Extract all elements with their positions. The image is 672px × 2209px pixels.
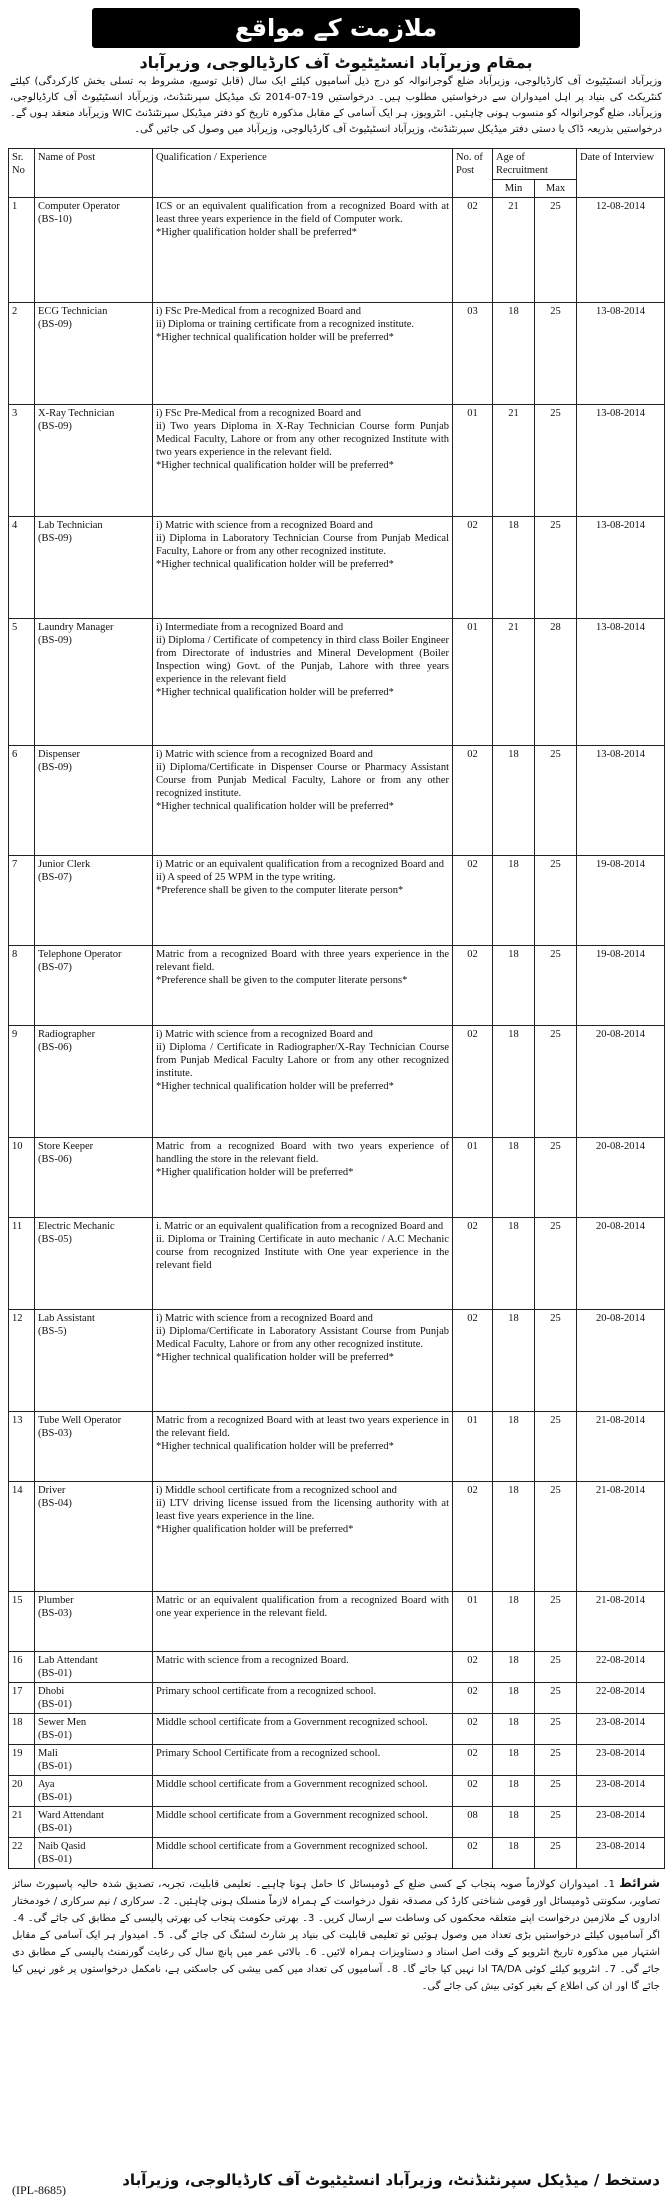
interview-date-cell: 22-08-2014	[577, 1683, 665, 1714]
post-name: Electric Mechanic	[38, 1221, 115, 1232]
age-max-cell: 25	[535, 1412, 577, 1482]
pay-scale: (BS-06)	[38, 1042, 72, 1053]
header-age-of-recruitment: Age of Recruitment	[493, 149, 577, 180]
pay-scale: (BS-03)	[38, 1608, 72, 1619]
qualification-line: *Higher technical qualification holder will be preferred*	[156, 1441, 394, 1452]
age-max-cell: 25	[535, 1714, 577, 1745]
qualification-line: *Preference shall be given to the computer literate persons*	[156, 975, 408, 986]
post-name: Mali	[38, 1748, 58, 1759]
no-of-post-cell: 08	[453, 1807, 493, 1838]
no-of-post-cell: 02	[453, 1714, 493, 1745]
age-max-cell: 25	[535, 1745, 577, 1776]
table-row	[9, 1838, 665, 1869]
no-of-post-cell: 01	[453, 405, 493, 517]
sr-no-cell: 2	[9, 303, 35, 405]
table-row	[9, 1412, 665, 1482]
qualification-line: Middle school certificate from a Government recognized school.	[156, 1779, 428, 1790]
qualification-line: ICS or an equivalent qualification from a recognized Board with at least three years experience in the field of Computer work.	[156, 201, 449, 225]
age-max-cell: 25	[535, 303, 577, 405]
age-min-cell: 18	[493, 1745, 535, 1776]
interview-date-cell: 21-08-2014	[577, 1592, 665, 1652]
qualification-cell	[153, 517, 453, 619]
table-row	[9, 1745, 665, 1776]
age-min-cell: 21	[493, 198, 535, 303]
age-max-cell: 25	[535, 1310, 577, 1412]
sr-no-cell: 6	[9, 746, 35, 856]
qualification-cell	[153, 1310, 453, 1412]
header-qualification: Qualification / Experience	[153, 149, 453, 198]
post-name: Store Keeper	[38, 1141, 94, 1152]
job-rows	[9, 198, 665, 1869]
post-name: Aya	[38, 1779, 55, 1790]
post-name: Junior Clerk	[38, 859, 91, 870]
interview-date-cell: 23-08-2014	[577, 1776, 665, 1807]
qualification-line: *Higher technical qualification holder will be preferred*	[156, 687, 394, 698]
qualification-cell	[153, 619, 453, 746]
age-max-cell: 25	[535, 198, 577, 303]
title-banner: ملازمت کے مواقع	[92, 8, 580, 48]
qualification-line: Matric from a recognized Board with two years experience of handling the store in the relevant field.	[156, 1141, 449, 1165]
age-min-cell: 18	[493, 1714, 535, 1745]
qualification-line: ii) LTV driving license issued from the licensing authority with at least five years experience in the line.	[156, 1498, 449, 1522]
post-name: X-Ray Technician	[38, 408, 115, 419]
qualification-line: i) Matric with science from a recognized Board and	[156, 1029, 373, 1040]
qualification-cell	[153, 1776, 453, 1807]
qualification-line: i. Matric or an equivalent qualification from a recognized Board and	[156, 1221, 444, 1232]
pay-scale: (BS-09)	[38, 762, 72, 773]
conditions-text: 1۔ امیدواران کولازماً صوبہ پنجاب کے کسی ضلع کے ڈومیسائل کا حامل ہونا چاہیے۔ تعلیمی قابلیت، تجربہ، تصدیق شدہ حالیہ پاسپورٹ سائز تصاویر، سکونتی ڈومیسائل اور قومی شناختی کارڈ کی مصدقہ نقول درخواست کے ہمراہ لازماً منسلک ہونی چاہئیں۔ 2۔ سرکاری / نیم سرکاری / خودمختار اداروں کے ملازمین درخواست اپنے متعلقہ محکموں کی وساطت سے ارسال کریں۔ 3۔ بھرتی حکومت پنجاب کی بھرتی پالیسی کے مطابق کی جائے گی۔ 4۔ اگر آسامیوں کیلئے درخواستیں بڑی تعداد میں وصول ہوئیں تو تعلیمی قابلیت کی بنیاد پر شارٹ لسٹنگ کی جائے گی۔ 5۔ امیدوار ہر ایک آسامی کے مقابل اشتہار میں مذکورہ تاریخ انٹرویو کے وقت اصل اسناد و دستاویزات ہمراہ لائیں۔ 6۔ بالائی عمر میں پانچ سال کی رعایت گورنمنٹ پالیسی کے مطابق دی جائے گی۔ 7۔ انٹرویو کیلئے کوئی TA/DA ادا نہیں کیا جائے گا۔ 8۔ آسامیوں کی تعداد میں کمی بیشی کی جاسکتی ہے، نامکمل درخواستوں پر غور نہیں کیا جائے گا اور ان کی اطلاع کے بغیر کوئی بیش کی جائے گی۔	[12, 1879, 660, 1991]
post-name-cell	[35, 1807, 153, 1838]
post-name-cell	[35, 1412, 153, 1482]
age-min-cell: 18	[493, 1482, 535, 1592]
qualification-line: i) Matric or an equivalent qualification from a recognized Board and	[156, 859, 445, 870]
qualification-line: i) Middle school certificate from a recognized school and	[156, 1485, 397, 1496]
qualification-line: *Higher qualification holder shall be preferred*	[156, 227, 357, 238]
age-min-cell: 18	[493, 746, 535, 856]
age-max-cell: 25	[535, 1482, 577, 1592]
qualification-line: i) FSc Pre-Medical from a recognized Board and	[156, 408, 361, 419]
qualification-line: *Preference shall be given to the computer literate person*	[156, 885, 404, 896]
age-min-cell: 18	[493, 856, 535, 946]
interview-date-cell: 21-08-2014	[577, 1482, 665, 1592]
qualification-cell	[153, 856, 453, 946]
pay-scale: (BS-01)	[38, 1854, 72, 1865]
qualification-line: Primary School Certificate from a recognized school.	[156, 1748, 381, 1759]
qualification-cell	[153, 1218, 453, 1310]
table-row	[9, 1138, 665, 1218]
sr-no-cell: 5	[9, 619, 35, 746]
post-name-cell	[35, 1026, 153, 1138]
interview-date-cell: 23-08-2014	[577, 1745, 665, 1776]
qualification-line: *Higher technical qualification holder will be preferred*	[156, 1352, 394, 1363]
no-of-post-cell: 02	[453, 946, 493, 1026]
interview-date-cell: 12-08-2014	[577, 198, 665, 303]
sr-no-cell: 8	[9, 946, 35, 1026]
interview-date-cell: 13-08-2014	[577, 405, 665, 517]
qualification-cell	[153, 405, 453, 517]
table-row	[9, 856, 665, 946]
pay-scale: (BS-05)	[38, 1234, 72, 1245]
interview-date-cell: 20-08-2014	[577, 1310, 665, 1412]
sr-no-cell: 22	[9, 1838, 35, 1869]
pay-scale: (BS-01)	[38, 1730, 72, 1741]
conditions-label: شرائط	[619, 1876, 660, 1890]
qualification-cell	[153, 1592, 453, 1652]
table-row	[9, 1807, 665, 1838]
age-max-cell: 28	[535, 619, 577, 746]
post-name-cell	[35, 1482, 153, 1592]
age-min-cell: 18	[493, 1652, 535, 1683]
qualification-cell	[153, 1652, 453, 1683]
post-name-cell	[35, 1138, 153, 1218]
header-date-of-interview: Date of Interview	[577, 149, 665, 198]
table-row	[9, 1652, 665, 1683]
header-sr-no: Sr. No	[9, 149, 35, 198]
no-of-post-cell: 02	[453, 1482, 493, 1592]
qualification-cell	[153, 1482, 453, 1592]
age-max-cell: 25	[535, 517, 577, 619]
no-of-post-cell: 01	[453, 1592, 493, 1652]
no-of-post-cell: 02	[453, 1838, 493, 1869]
interview-date-cell: 13-08-2014	[577, 517, 665, 619]
sr-no-cell: 13	[9, 1412, 35, 1482]
qualification-line: *Higher technical qualification holder will be preferred*	[156, 801, 394, 812]
table-row	[9, 1776, 665, 1807]
post-name: ECG Technician	[38, 306, 108, 317]
intro-paragraph: وزیرآباد انسٹیٹیوٹ آف کارڈیالوجی، وزیرآباد ضلع گوجرانوالہ کو درج ذیل آسامیوں کیلئے ایک سال (قابل توسیع، مشروط بہ تسلی بخش کارکردگی) کیلئے کنٹریکٹ کی بنیاد پر اہل امیدواران سے درخواستیں مطلوب ہیں۔ درخواستیں 19-07-2014 تک میڈیکل سپرنٹنڈنٹ، وزیرآباد انسٹیٹیوٹ آف کارڈیالوجی، وزیرآباد، ضلع گوجرانوالہ کو منسوب ہونی چاہئیں۔ انٹرویوز، ہر ایک آسامی کے مقابل مذکورہ تاریخ کو دفتر میڈیکل سپرنٹنڈنٹ WIC وزیرآباد منعقد ہوں گے۔ درخواستیں بذریعہ ڈاک یا دستی دفتر میڈیکل سپرنٹنڈنٹ، وزیرآباد انسٹیٹیوٹ آف کارڈیالوجی، وزیرآباد میں وصول کی جائیں گی۔	[10, 76, 662, 135]
no-of-post-cell: 02	[453, 1745, 493, 1776]
qualification-line: ii) Two years Diploma in X-Ray Technician Course form Punjab Medical Faculty, Lahore or from any other recognized Institute with two years experience in the relevant field.	[156, 421, 449, 458]
interview-date-cell: 20-08-2014	[577, 1138, 665, 1218]
qualification-line: i) FSc Pre-Medical from a recognized Board and	[156, 306, 361, 317]
age-max-cell: 25	[535, 1807, 577, 1838]
header-min: Min	[493, 180, 535, 198]
interview-date-cell: 13-08-2014	[577, 746, 665, 856]
no-of-post-cell: 01	[453, 1412, 493, 1482]
post-name-cell	[35, 517, 153, 619]
table-row	[9, 1714, 665, 1745]
sr-no-cell: 11	[9, 1218, 35, 1310]
no-of-post-cell: 02	[453, 1683, 493, 1714]
sr-no-cell: 7	[9, 856, 35, 946]
age-min-cell: 18	[493, 1138, 535, 1218]
qualification-cell	[153, 1026, 453, 1138]
qualification-line: *Higher qualification holder will be preferred*	[156, 1167, 354, 1178]
sr-no-cell: 21	[9, 1807, 35, 1838]
age-max-cell: 25	[535, 1838, 577, 1869]
qualification-line: i) Intermediate from a recognized Board and	[156, 622, 344, 633]
age-min-cell: 18	[493, 1838, 535, 1869]
age-max-cell: 25	[535, 405, 577, 517]
sr-no-cell: 9	[9, 1026, 35, 1138]
post-name: Plumber	[38, 1595, 74, 1606]
subtitle: بمقام وزیرآباد انسٹیٹیوٹ آف کارڈیالوجی، وزیرآباد	[139, 53, 533, 72]
signature-block: دستخط / میڈیکل سپرنٹنڈنٹ، وزیرآباد انسٹیٹیوٹ آف کارڈیالوجی، وزیرآباد	[122, 2171, 660, 2189]
age-min-cell: 18	[493, 1218, 535, 1310]
table-row	[9, 1482, 665, 1592]
no-of-post-cell: 02	[453, 1652, 493, 1683]
qualification-line: ii. Diploma or Training Certificate in auto mechanic / A.C Mechanic course from recognized Institute with One year experience in the relevant field	[156, 1234, 449, 1271]
sr-no-cell: 10	[9, 1138, 35, 1218]
post-name-cell	[35, 1745, 153, 1776]
pay-scale: (BS-09)	[38, 635, 72, 646]
interview-date-cell: 20-08-2014	[577, 1218, 665, 1310]
qualification-cell	[153, 746, 453, 856]
pay-scale: (BS-09)	[38, 533, 72, 544]
qualification-line: ii) Diploma/Certificate in Laboratory Assistant Course from Punjab Medical Faculty, Lahore or from any other recognized institute.	[156, 1326, 449, 1350]
age-min-cell: 18	[493, 517, 535, 619]
header-max: Max	[535, 180, 577, 198]
no-of-post-cell: 02	[453, 856, 493, 946]
qualification-line: ii) Diploma/Certificate in Dispenser Course or Pharmacy Assistant Course from Punjab Medical Faculty, Lahore or from any other recognized institute.	[156, 762, 449, 799]
no-of-post-cell: 01	[453, 619, 493, 746]
sr-no-cell: 1	[9, 198, 35, 303]
age-max-cell: 25	[535, 856, 577, 946]
post-name: Ward Attendant	[38, 1810, 104, 1821]
qualification-line: *Higher technical qualification holder will be preferred*	[156, 332, 394, 343]
qualification-cell	[153, 1807, 453, 1838]
post-name-cell	[35, 746, 153, 856]
pay-scale: (BS-5)	[38, 1326, 67, 1337]
qualification-cell	[153, 946, 453, 1026]
no-of-post-cell: 02	[453, 1218, 493, 1310]
qualification-line: ii) Diploma or training certificate from a recognized institute.	[156, 319, 415, 330]
pay-scale: (BS-01)	[38, 1792, 72, 1803]
age-max-cell: 25	[535, 1592, 577, 1652]
qualification-cell	[153, 198, 453, 303]
pay-scale: (BS-07)	[38, 872, 72, 883]
pay-scale: (BS-10)	[38, 214, 72, 225]
age-max-cell: 25	[535, 946, 577, 1026]
age-min-cell: 18	[493, 1683, 535, 1714]
header-no-of-post: No. of Post	[453, 149, 493, 198]
interview-date-cell: 21-08-2014	[577, 1412, 665, 1482]
post-name-cell	[35, 1714, 153, 1745]
no-of-post-cell: 02	[453, 1776, 493, 1807]
age-max-cell: 25	[535, 1683, 577, 1714]
sr-no-cell: 20	[9, 1776, 35, 1807]
pay-scale: (BS-01)	[38, 1699, 72, 1710]
no-of-post-cell: 02	[453, 746, 493, 856]
qualification-cell	[153, 1745, 453, 1776]
pay-scale: (BS-09)	[38, 421, 72, 432]
ipl-code: (IPL-8685)	[12, 2183, 66, 2197]
qualification-line: Matric with science from a recognized Board.	[156, 1655, 349, 1666]
post-name-cell	[35, 1218, 153, 1310]
qualification-line: Middle school certificate from a Government recognized school.	[156, 1841, 428, 1852]
post-name: Laundry Manager	[38, 622, 114, 633]
pay-scale: (BS-09)	[38, 319, 72, 330]
table-row	[9, 1592, 665, 1652]
post-name: Dispenser	[38, 749, 80, 760]
post-name-cell	[35, 405, 153, 517]
sr-no-cell: 18	[9, 1714, 35, 1745]
interview-date-cell: 23-08-2014	[577, 1714, 665, 1745]
age-min-cell: 18	[493, 1807, 535, 1838]
pay-scale: (BS-01)	[38, 1668, 72, 1679]
qualification-line: ii) Diploma in Laboratory Technician Course from Punjab Medical Faculty, Lahore or from any other recognized institute.	[156, 533, 449, 557]
post-name-cell	[35, 1683, 153, 1714]
qualification-line: ii) Diploma / Certificate of competency in third class Boiler Engineer from Directorate of industries and Mineral Development (Boiler Inspection wing) Govt. of the Punjab, Lahore with three years experience in the relevant field	[156, 635, 449, 685]
post-name: Lab Technician	[38, 520, 103, 531]
post-name-cell	[35, 1838, 153, 1869]
post-name: Dhobi	[38, 1686, 65, 1697]
interview-date-cell: 19-08-2014	[577, 946, 665, 1026]
post-name: Tube Well Operator	[38, 1415, 122, 1426]
post-name: Computer Operator	[38, 201, 120, 212]
pay-scale: (BS-01)	[38, 1761, 72, 1772]
qualification-line: Matric from a recognized Board with at least two years experience in the relevant field.	[156, 1415, 449, 1439]
qualification-line: i) Matric with science from a recognized Board and	[156, 520, 373, 531]
qualification-line: ii) A speed of 25 WPM in the type writing.	[156, 872, 336, 883]
age-max-cell: 25	[535, 1218, 577, 1310]
age-min-cell: 18	[493, 946, 535, 1026]
interview-date-cell: 13-08-2014	[577, 619, 665, 746]
post-name-cell	[35, 856, 153, 946]
pay-scale: (BS-01)	[38, 1823, 72, 1834]
age-max-cell: 25	[535, 1776, 577, 1807]
qualification-line: Matric or an equivalent qualification from a recognized Board with one year experience in the relevant field.	[156, 1595, 449, 1619]
age-max-cell: 25	[535, 1138, 577, 1218]
sr-no-cell: 4	[9, 517, 35, 619]
interview-date-cell: 19-08-2014	[577, 856, 665, 946]
age-min-cell: 18	[493, 1412, 535, 1482]
table-row	[9, 1218, 665, 1310]
post-name-cell	[35, 1310, 153, 1412]
table-row	[9, 1310, 665, 1412]
sr-no-cell: 12	[9, 1310, 35, 1412]
pay-scale: (BS-03)	[38, 1428, 72, 1439]
qualification-cell	[153, 1838, 453, 1869]
qualification-line: *Higher technical qualification holder will be preferred*	[156, 1081, 394, 1092]
jobs-table	[8, 148, 665, 1869]
qualification-line: i) Matric with science from a recognized Board and	[156, 1313, 373, 1324]
sr-no-cell: 14	[9, 1482, 35, 1592]
age-max-cell: 25	[535, 746, 577, 856]
age-min-cell: 18	[493, 1776, 535, 1807]
age-min-cell: 21	[493, 619, 535, 746]
age-min-cell: 21	[493, 405, 535, 517]
post-name-cell	[35, 303, 153, 405]
post-name: Lab Assistant	[38, 1313, 95, 1324]
sr-no-cell: 17	[9, 1683, 35, 1714]
pay-scale: (BS-04)	[38, 1498, 72, 1509]
table-row	[9, 198, 665, 303]
pay-scale: (BS-07)	[38, 962, 72, 973]
table-row	[9, 746, 665, 856]
post-name: Telephone Operator	[38, 949, 122, 960]
age-min-cell: 18	[493, 1592, 535, 1652]
age-max-cell: 25	[535, 1026, 577, 1138]
table-row	[9, 1026, 665, 1138]
post-name: Radiographer	[38, 1029, 96, 1040]
qualification-line: Middle school certificate from a Government recognized school.	[156, 1717, 428, 1728]
no-of-post-cell: 02	[453, 517, 493, 619]
age-min-cell: 18	[493, 1026, 535, 1138]
pay-scale: (BS-06)	[38, 1154, 72, 1165]
table-row	[9, 619, 665, 746]
qualification-cell	[153, 1714, 453, 1745]
qualification-line: *Higher qualification holder will be preferred*	[156, 1524, 354, 1535]
post-name-cell	[35, 198, 153, 303]
qualification-line: Matric from a recognized Board with three years experience in the relevant field.	[156, 949, 449, 973]
interview-date-cell: 22-08-2014	[577, 1652, 665, 1683]
table-row	[9, 303, 665, 405]
age-max-cell: 25	[535, 1652, 577, 1683]
post-name-cell	[35, 946, 153, 1026]
table-row	[9, 517, 665, 619]
post-name-cell	[35, 619, 153, 746]
post-name: Naib Qasid	[38, 1841, 86, 1852]
footer	[8, 2167, 664, 2201]
sr-no-cell: 19	[9, 1745, 35, 1776]
no-of-post-cell: 03	[453, 303, 493, 405]
no-of-post-cell: 01	[453, 1138, 493, 1218]
header-name-of-post: Name of Post	[35, 149, 153, 198]
qualification-line: ii) Diploma / Certificate in Radiographer/X-Ray Technician Course from Punjab Medical Faculty Lahore or from any other recognized institute.	[156, 1042, 449, 1079]
qualification-line: *Higher technical qualification holder will be preferred*	[156, 460, 394, 471]
post-name: Driver	[38, 1485, 66, 1496]
no-of-post-cell: 02	[453, 198, 493, 303]
interview-date-cell: 20-08-2014	[577, 1026, 665, 1138]
post-name: Sewer Men	[38, 1717, 87, 1728]
qualification-cell	[153, 1138, 453, 1218]
conditions-section	[12, 1875, 660, 1991]
no-of-post-cell: 02	[453, 1026, 493, 1138]
sr-no-cell: 16	[9, 1652, 35, 1683]
sr-no-cell: 3	[9, 405, 35, 517]
no-of-post-cell: 02	[453, 1310, 493, 1412]
table-row	[9, 1683, 665, 1714]
table-row	[9, 946, 665, 1026]
post-name: Lab Attendant	[38, 1655, 98, 1666]
interview-date-cell: 23-08-2014	[577, 1838, 665, 1869]
qualification-line: *Higher technical qualification holder will be preferred*	[156, 559, 394, 570]
interview-date-cell: 23-08-2014	[577, 1807, 665, 1838]
qualification-line: i) Matric with science from a recognized Board and	[156, 749, 373, 760]
post-name-cell	[35, 1592, 153, 1652]
qualification-cell	[153, 1683, 453, 1714]
sr-no-cell: 15	[9, 1592, 35, 1652]
interview-date-cell: 13-08-2014	[577, 303, 665, 405]
qualification-line: Primary school certificate from a recognized school.	[156, 1686, 377, 1697]
table-header-row	[9, 149, 665, 180]
age-min-cell: 18	[493, 1310, 535, 1412]
post-name-cell	[35, 1652, 153, 1683]
qualification-line: Middle school certificate from a Government recognized school.	[156, 1810, 428, 1821]
qualification-cell	[153, 303, 453, 405]
post-name-cell	[35, 1776, 153, 1807]
qualification-cell	[153, 1412, 453, 1482]
table-row	[9, 405, 665, 517]
age-min-cell: 18	[493, 303, 535, 405]
